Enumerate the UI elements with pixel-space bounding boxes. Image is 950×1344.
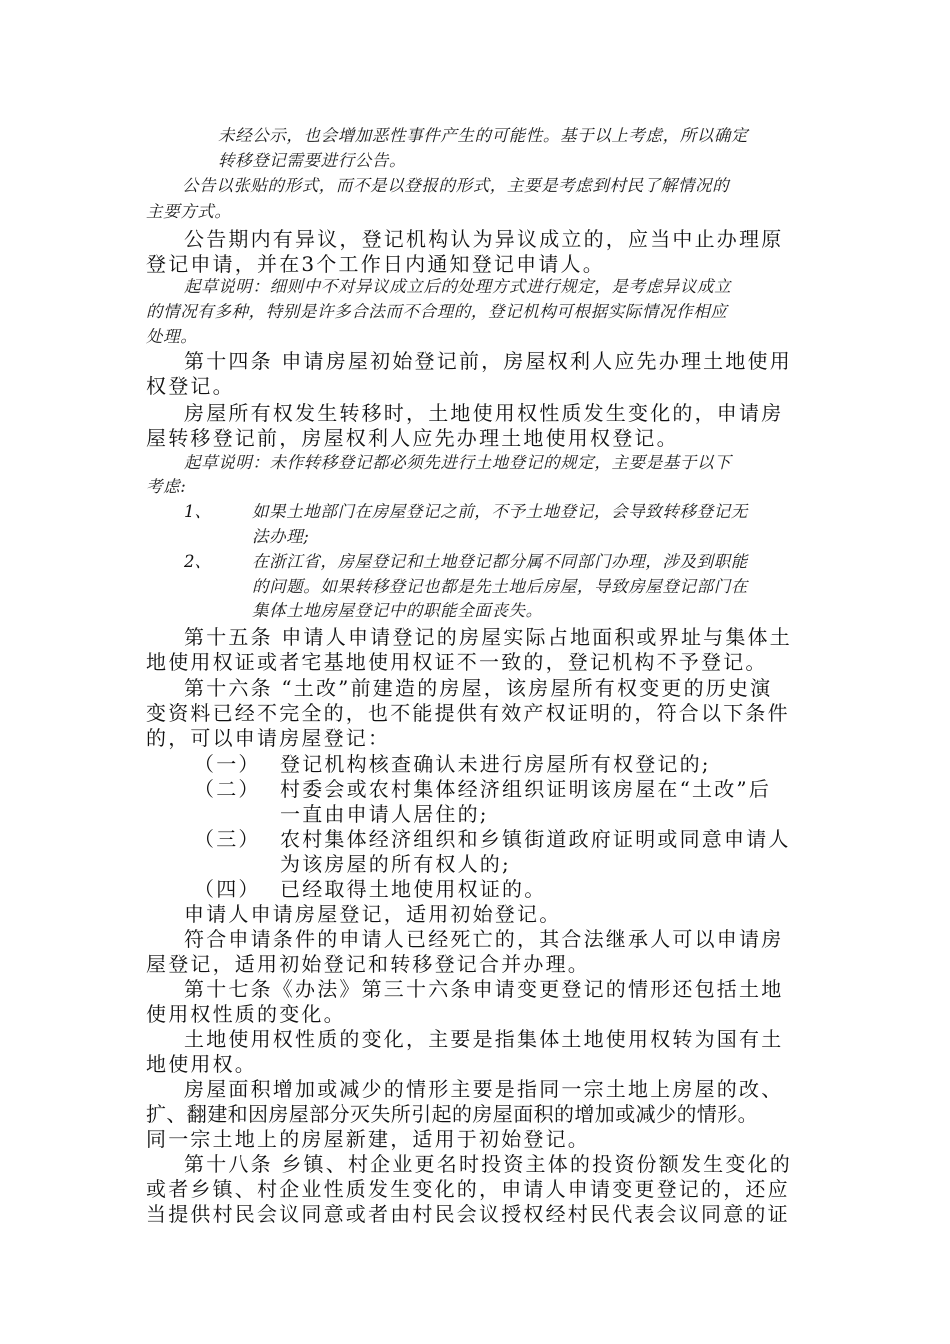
list-marker: 2、 [184, 552, 211, 571]
list-item-line: 一直由申请人居住的; [280, 802, 489, 826]
article-16-line: 第十六条 “土改”前建造的房屋，该房屋所有权变更的历史演 [184, 676, 773, 700]
list-marker: （二） [194, 777, 261, 801]
list-item-line: 集体土地房屋登记中的职能全面丧失。 [252, 601, 543, 620]
list-item-line: 为该房屋的所有权人的; [280, 852, 511, 876]
body-line: 主要方式。 [146, 202, 232, 221]
body-line: 公告以张贴的形式，而不是以登报的形式，主要是考虑到村民了解情况的 [182, 176, 730, 195]
list-item-line: 的问题。如果转移登记也都是先土地后房屋，导致房屋登记部门在 [252, 577, 748, 596]
article-14-line: 权登记。 [146, 374, 235, 398]
body-line: 符合申请条件的申请人已经死亡的，其合法继承人可以申请房 [184, 927, 784, 951]
body-line: 同一宗土地上的房屋新建，适用于初始登记。 [146, 1127, 590, 1151]
body-line: 转移登记需要进行公告。 [218, 151, 407, 170]
article-15-line: 第十五条 申请人申请登记的房屋实际占地面积或界址与集体土 [184, 625, 792, 649]
drafting-note-line: 的情况有多种，特别是许多合法而不合理的，登记机构可根据实际情况作相应 [146, 302, 728, 321]
body-line: 未经公示，也会增加恶性事件产生的可能性。基于以上考虑，所以确定 [218, 126, 749, 145]
list-item-line: 法办理; [252, 527, 310, 546]
article-16-line: 的，可以申请房屋登记： [146, 726, 391, 750]
list-item-line: 登记机构核查确认未进行房屋所有权登记的; [280, 752, 711, 776]
article-17-line: 使用权性质的变化。 [146, 1002, 346, 1026]
body-line: 屋转移登记前，房屋权利人应先办理土地使用权登记。 [146, 426, 679, 450]
body-line: 土地使用权性质的变化，主要是指集体土地使用权转为国有土 [184, 1027, 784, 1051]
body-line: 屋登记，适用初始登记和转移登记合并办理。 [146, 952, 590, 976]
article-18-line: 第十八条 乡镇、村企业更名时投资主体的投资份额发生变化的 [184, 1152, 792, 1176]
body-line: 房屋所有权发生转移时，土地使用权性质发生变化的，申请房 [184, 401, 784, 425]
list-marker: （四） [194, 877, 261, 901]
list-marker: 1、 [184, 502, 211, 521]
list-item-line: 农村集体经济组织和乡镇街道政府证明或同意申请人 [280, 827, 791, 851]
article-16-line: 变资料已经不完全的，也不能提供有效产权证明的，符合以下条件 [146, 701, 790, 725]
drafting-note-line: 起草说明：细则中不对异议成立后的处理方式进行规定，是考虑异议成立 [184, 277, 732, 296]
body-line: 地使用权。 [146, 1052, 257, 1076]
list-marker: （三） [194, 827, 261, 851]
list-item-line: 村委会或农村集体经济组织证明该房屋在“土改”后 [280, 777, 772, 801]
list-marker: （一） [194, 752, 261, 776]
article-17-line: 第十七条《办法》第三十六条申请变更登记的情形还包括土地 [184, 977, 784, 1001]
body-line: 公告期内有异议，登记机构认为异议成立的，应当中止办理原 [184, 227, 784, 251]
body-line: 扩、翻建和因房屋部分灭失所引起的房屋面积的增加或减少的情形。 [146, 1102, 758, 1126]
body-line: 申请人申请房屋登记，适用初始登记。 [184, 902, 562, 926]
drafting-note-line: 起草说明：未作转移登记都必须先进行土地登记的规定，主要是基于以下 [184, 453, 732, 472]
list-item-line: 在浙江省，房屋登记和土地登记都分属不同部门办理，涉及到职能 [252, 552, 748, 571]
body-line: 登记申请，并在3个工作日内通知登记申请人。 [146, 252, 605, 276]
article-14-line: 第十四条 申请房屋初始登记前，房屋权利人应先办理土地使用 [184, 349, 792, 373]
article-18-line: 当提供村民会议同意或者由村民会议授权经村民代表会议同意的证 [146, 1202, 790, 1226]
body-line: 房屋面积增加或减少的情形主要是指同一宗土地上房屋的改、 [184, 1077, 784, 1101]
list-item-line: 如果土地部门在房屋登记之前，不予土地登记，会导致转移登记无 [252, 502, 748, 521]
drafting-note-line: 处理。 [146, 327, 198, 346]
article-15-line: 地使用权证或者宅基地使用权证不一致的，登记机构不予登记。 [146, 650, 768, 674]
list-item-line: 已经取得土地使用权证的。 [280, 877, 547, 901]
drafting-note-line: 考虑: [146, 477, 187, 496]
article-18-line: 或者乡镇、村企业性质发生变化的，申请人申请变更登记的，还应 [146, 1177, 790, 1201]
